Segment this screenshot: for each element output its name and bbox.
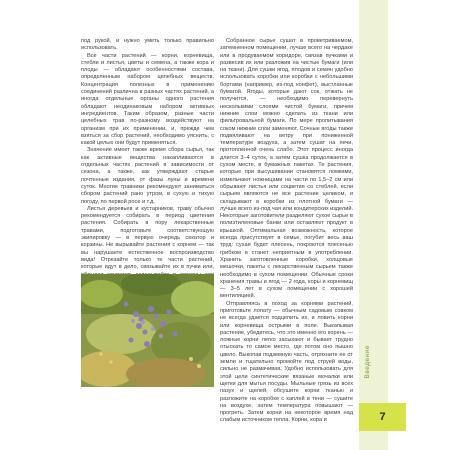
paragraph: Все части растений — корни, корневища, стебли и листья, цветы и семена, а также кора и плоды — обладают особенностями состава, определенным набором целебных веществ. Концентрация полезных в применению соединений различна в разных частях растений, а иногда отдельные органы одного растения обладают неодинаковым набором активных ингредиентов. Таким образом, разные части целебных трав по-разному воздействуют на организм при их применении, и, прежде чем взяться за сбор растений, необходимо уяснить, с какой целью они будут применяться.: [81, 52, 214, 147]
right-text-column: [220, 38, 353, 425]
chapter-sidebar: [359, 0, 388, 450]
page-number: 7: [379, 411, 386, 423]
paragraph: Значение имеет также время сбора сырья, так как активные вещества накапливаются в отдельных частях растений в зависимости от сезона, а также, как утверждают старые почтенные издания, от фазы луны и времени суток. Многие травники рекомендуют заниматься сбором растений рано утром, в сухую и тихую погоду, по первой росе и т.д.: [81, 147, 214, 205]
plant-photo: [81, 274, 214, 387]
paragraph: под рукой, и нужно уметь только правильно использовать.: [81, 38, 214, 52]
paragraph: Листья деревьев и кустарников, траву обычно рекомендуется собирать в период цветения растения. Собирать в пору лекарственные травами, подготовьте соответствующую экипировку — в первую очередь секатор и корзины. Не вырывайте растения с корнем — так вы нарушаете естественное воспроизводство вида! Отрезайте только те части растений, которые идут в дело, связывайте их в пучки или,: [81, 205, 214, 271]
paragraph: Собранное сырье сушат в проветриваемом, затемненном помещении, лучше всего на чердаке или в продуваемом коридоре, связав пучками и развесив их или разложив на чистые бумаги (или на ткани). Для сушки ягод, плодов и семян удобно использовать коробки или коробки с небольшими бортами (например, из-под конфет), выстланные бумагой. Ягоды, которые дают сок, отжать не получится, — необходимо перевернуть несколькими слоями чистой бумаги, причем нижние слои можно сделать из ткани или фильтровальной бумаги. По мере пропитывания соком нижние слои заменяют. Сочные ягоды также подвяливают на ветру при пониженной температуре воздуха, а затем сушат на печи, протопленной очень слабо. Этот процесс иногда длится 3–4 суток, а затем сушка продолжается в сухом месте, в бумажных пакетах. Те растения, которые при высушивании становятся ломкими, измельчают ножницами на части по 1,5–2 см или обрывают листья или соцветия со стеблей, если сырьем являются не все растение целиком, и складывают в коробки из плотной бумаги — лучше всего из-под чая или кондитерских изделий. Некоторые заготовители разделяют сухое сырье в полиэтиленовые банки или оставляют продукт в крышкой. Оптимальная возможность, которое всегда присутствует в семье, погубит весь ваш труд: сухая будет плесень, покроются плесенью грибком в станет неприятным в употреблении. Хранить заготовленные коробки, холщовые мешочки, пакеты с лекарственным сырьем также необходимо в сухом помещении. Обычные сроки хранения травы и ягод — 2 года, коры и корневищ — 3–5 лет в сухом помещении с хорошей вентиляцией.: [220, 38, 354, 300]
plant-photo-image: [81, 274, 214, 387]
paragraph: Отправляясь в поход за корнями растений, приготовьте лопату — обычным садовым совком не всегда удается подцепить их, и ловить корни или корневища острыми в поле. Выкапывая растение, убедитесь, что это именно его корень — ложные корни легко засыхают и бывает трудно отыскать то самое место, где потом оно пышно цвело. Выкопав подземную часть, отряхните ее от земли и тщательно промойте под струей воды, сильно не размачивая. Удобно использовать для этой цели синтетические вязаные мочалки или щетки для мытья посуды. Мыльные грязь из всех пазух и щелей, обсушите корни тканью и разложите на коробке с каплей в тени — сушите на воздухе, затем температура повышают — прогреть. Затем корни на некоторое время над слабым источником тепла. Корни, кора и: [220, 300, 353, 424]
page-number-badge: [359, 403, 406, 431]
chapter-label: Введение: [364, 345, 371, 379]
